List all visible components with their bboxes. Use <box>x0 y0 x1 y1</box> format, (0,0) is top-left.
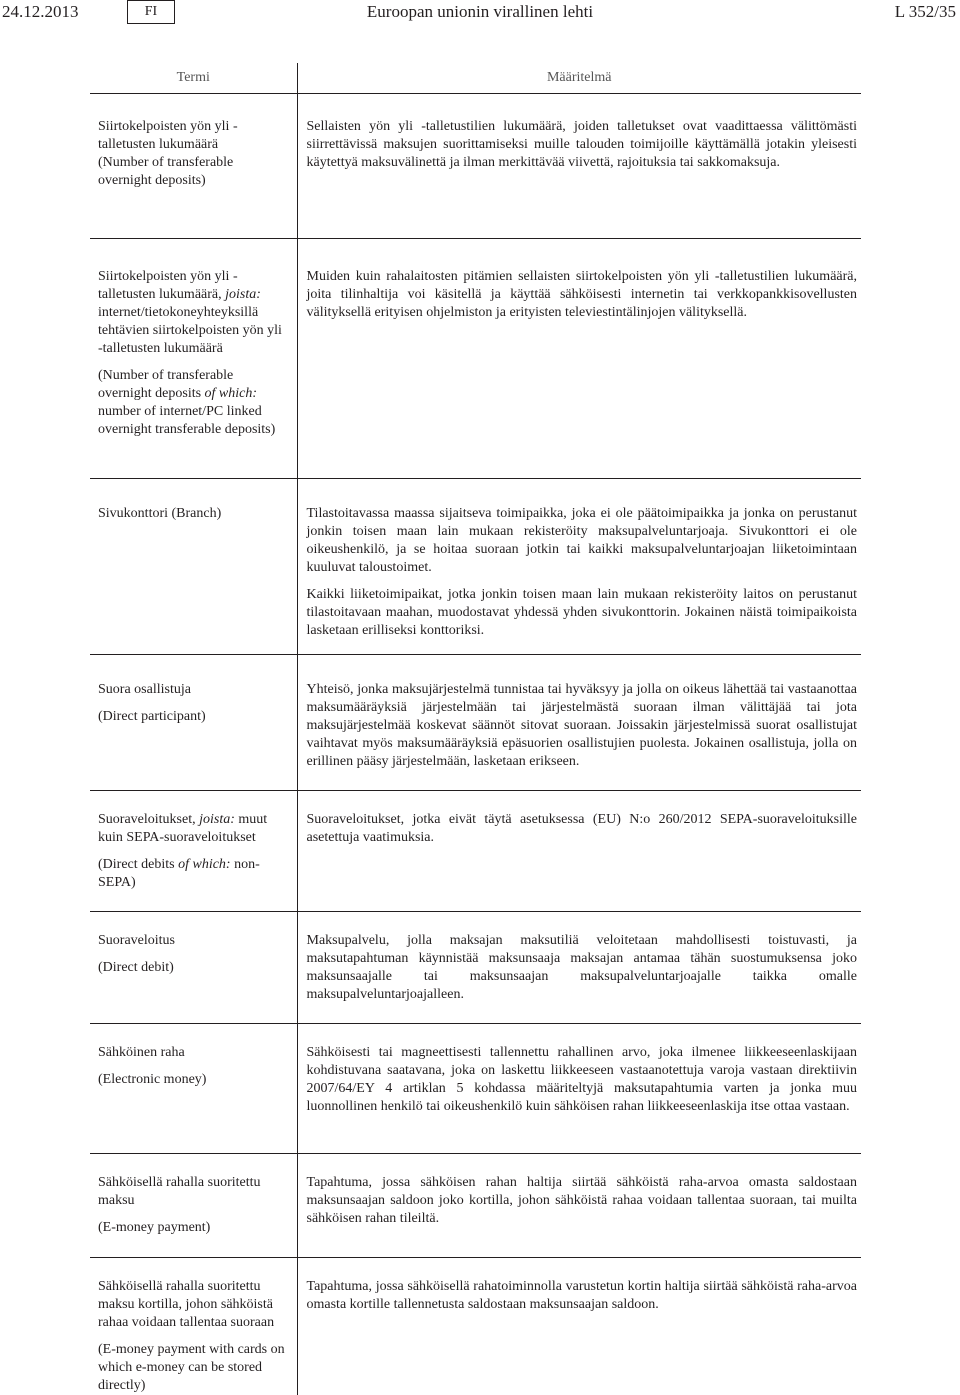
definition-text: Tapahtuma, jossa sähköisellä rahatoiminnolla varustetun kortin haltija siirtää sähköistä raha-arvoa omasta kortille tallennetusta saldostaan maksunsaajan saldoon. <box>307 1278 858 1314</box>
term-cell <box>90 791 297 912</box>
page-header <box>0 0 960 36</box>
table-row <box>90 912 861 1024</box>
journal-title: Euroopan unionin virallinen lehti <box>0 2 960 22</box>
term-cell <box>90 655 297 791</box>
table-row <box>90 1258 861 1395</box>
definition-cell <box>297 1258 861 1395</box>
definition-text: Suoraveloitukset, jotka eivät täytä asetuksessa (EU) N:o 260/2012 SEPA-suoraveloituksille asetettuja vaatimuksia. <box>307 811 858 847</box>
term-finnish: Suoraveloitukset, joista: muut kuin SEPA-suoraveloitukset <box>98 811 289 847</box>
definition-text: Yhteisö, jonka maksujärjestelmä tunnistaa tai hyväksyy ja jolla on oikeus lähettää tai vastaanottaa maksumääräyksiä järjestelmään tai järjestelmästä suoraan ilman välittäjää tai jota maksujärjestelmää koskevat säännöt sitovat suoraan. Joissakin järjestelmissä suorat osallistujat vaihtavat myös maksumääräyksiä epäsuorien osallistujien puolesta. Jokainen osallistuja, jolla on erillinen pääsy järjestelmään, lasketaan erikseen. <box>307 681 858 771</box>
term-finnish: Suoraveloitus <box>98 932 289 950</box>
column-header-term: Termi <box>90 63 297 94</box>
term-finnish: Suora osallistuja <box>98 681 289 699</box>
definition-text: Muiden kuin rahalaitosten pitämien sellaisten siirtokelpoisten yön yli -talletustilien lukumäärä, joita tilinhaltija voi käsitellä ja käyttää sähköisesti internetin tai verkkopankkisovellusten välityksellä erityisen ohjelmiston ja erityisten televiestintälinjojen välityksellä. <box>307 268 858 322</box>
definition-cell <box>297 655 861 791</box>
definition-cell <box>297 239 861 479</box>
issue-date: 24.12.2013 <box>2 2 79 22</box>
term-finnish: Sähköisellä rahalla suoritettu maksu kortilla, johon sähköistä rahaa voidaan tallentaa suoraan <box>98 1278 289 1332</box>
term-finnish: Sähköinen raha <box>98 1044 289 1062</box>
definition-cell <box>297 479 861 655</box>
term-english: (Direct debit) <box>98 959 289 977</box>
table-row <box>90 94 861 239</box>
term-finnish: Sivukonttori (Branch) <box>98 505 289 523</box>
term-english: (E-money payment with cards on which e-money can be stored directly) <box>98 1341 289 1395</box>
term-cell <box>90 912 297 1024</box>
definition-text: Tilastoitavassa maassa sijaitseva toimipaikka, joka ei ole päätoimipaikka ja jonka on perustanut jonkin toisen maan lain mukaan rekisteröity maksupalveluntarjoaja. Sivukonttori ei ole oikeushenkilö, ja se hoitaa suoraan jotkin tai kaikki maksupalveluntarjoajan liiketoimintaan kuuluvat taloustoimet. <box>307 505 858 577</box>
definition-text-2: Kaikki liiketoimipaikat, jotka jonkin toisen maan lain mukaan rekisteröity laitos on perustanut tilastoitavaan maahan, muodostavat yhdessä yhden sivukonttorin. Jokainen näistä toimipaikoista lasketaan erilliseksi konttoriksi. <box>307 586 858 640</box>
definition-text: Maksupalvelu, jolla maksajan maksutiliä veloitetaan mahdollisesti toistuvasti, ja maksutapahtuman käynnistää maksunsaaja maksajan antamaa tähän suostumuksensa joko maksunsaajalle tai maksunsaajan maksupalveluntarjoajalle taikka omalle maksupalveluntarjoajalleen. <box>307 932 858 1004</box>
definitions-table <box>90 63 861 1395</box>
table-row <box>90 239 861 479</box>
definition-cell <box>297 791 861 912</box>
term-finnish: Siirtokelpoisten yön yli -talletusten lukumäärä <box>98 118 289 154</box>
definition-cell <box>297 94 861 239</box>
term-cell <box>90 1154 297 1258</box>
language-badge: FI <box>127 0 175 24</box>
table-row <box>90 479 861 655</box>
term-english: (Direct participant) <box>98 708 289 726</box>
term-english: (Direct debits of which: non-SEPA) <box>98 856 289 892</box>
term-english: (Number of transferable overnight deposits) <box>98 154 289 190</box>
definition-cell <box>297 1154 861 1258</box>
term-cell <box>90 239 297 479</box>
term-cell <box>90 1024 297 1154</box>
table-header-row <box>90 63 861 94</box>
column-header-definition: Määritelmä <box>297 63 861 94</box>
term-cell <box>90 479 297 655</box>
term-cell <box>90 1258 297 1395</box>
table-row <box>90 1154 861 1258</box>
table-row <box>90 655 861 791</box>
definition-text: Tapahtuma, jossa sähköisen rahan haltija siirtää sähköistä raha-arvoa omasta saldostaan maksunsaajan saldoon joko kortilla, johon sähköistä rahaa voidaan tallentaa suoraan, tai muilta sähköisen rahan tileiltä. <box>307 1174 858 1228</box>
definition-cell <box>297 1024 861 1154</box>
definition-text: Sellaisten yön yli -talletustilien lukumäärä, joiden talletukset ovat vaadittaessa välittömästi siirrettävissä maksujen suorittamiseksi muille talouden toimijoille käyttämällä jotakin yleisesti käytettyä maksuvälinettä ja ilman merkittävää viivettä, rajoituksia tai sakkomaksuja. <box>307 118 858 172</box>
definition-cell <box>297 912 861 1024</box>
definition-text: Sähköisesti tai magneettisesti tallennettu rahallinen arvo, joka ilmenee liikkeeseenlaskijaan kohdistuvana saatavana, joka on laskettu liikkeeseen vastaanotettuja varoja vastaan direktiivin 2007/64/EY 4 artiklan 5 kohdassa määriteltyjä maksutapahtumia varten ja jonka muu luonnollinen henkilö tai oikeushenkilö kuin sähköisen rahan liikkeeseenlaskija itse ottaa vastaan. <box>307 1044 858 1116</box>
table-row <box>90 1024 861 1154</box>
term-english: (Electronic money) <box>98 1071 289 1089</box>
term-english: (E-money payment) <box>98 1219 289 1237</box>
table-row <box>90 791 861 912</box>
term-cell <box>90 94 297 239</box>
page-number: L 352/35 <box>895 2 956 22</box>
term-finnish: Sähköisellä rahalla suoritettu maksu <box>98 1174 289 1210</box>
term-english: (Number of transferable overnight deposits of which: number of internet/PC linked overnight transferable deposits) <box>98 367 289 439</box>
term-finnish: Siirtokelpoisten yön yli -talletusten lukumäärä, joista: internet/tietokoneyhteyksillä tehtävien siirtokelpoisten yön yli -talletusten lukumäärä <box>98 268 289 358</box>
